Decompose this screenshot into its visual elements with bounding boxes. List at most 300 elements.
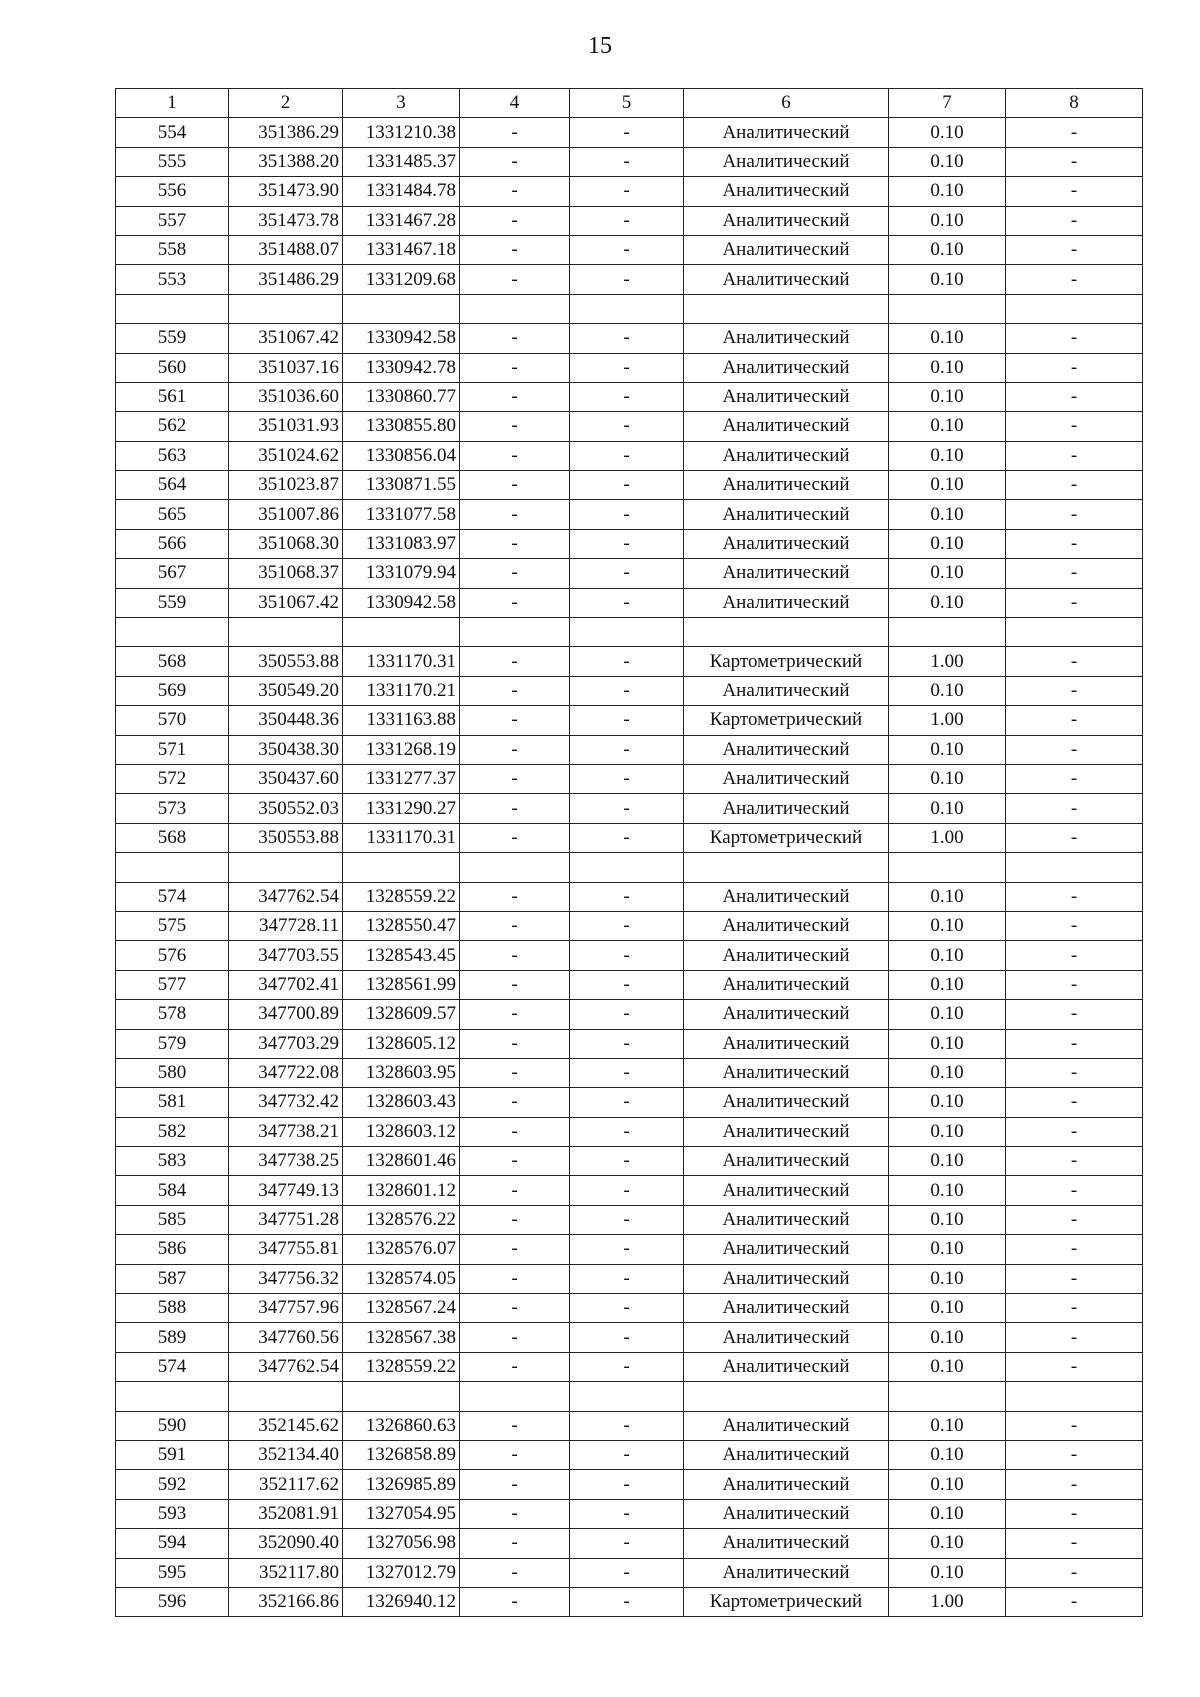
table-cell: 352145.62 (229, 1411, 343, 1440)
table-body (116, 118, 1143, 1617)
table-cell: 0.10 (889, 1117, 1006, 1146)
table-cell: 0.10 (889, 1470, 1006, 1499)
table-row (116, 1470, 1143, 1499)
coordinates-table (115, 88, 1143, 1617)
table-cell: 586 (116, 1235, 229, 1264)
table-cell: 1328550.47 (343, 911, 460, 940)
table-cell: - (460, 823, 570, 852)
table-cell: - (1006, 1440, 1143, 1469)
table-cell: 559 (116, 324, 229, 353)
table-cell: - (460, 118, 570, 147)
table-cell: 0.10 (889, 735, 1006, 764)
table-cell: - (1006, 177, 1143, 206)
table-cell: - (460, 647, 570, 676)
table-cell: 587 (116, 1264, 229, 1293)
table-cell: 1328609.57 (343, 1000, 460, 1029)
table-cell: 347751.28 (229, 1205, 343, 1234)
table-cell: - (460, 1294, 570, 1323)
table-cell: - (460, 794, 570, 823)
empty-cell (684, 618, 889, 647)
table-cell: - (1006, 911, 1143, 940)
table-cell: - (1006, 441, 1143, 470)
table-cell: 351473.90 (229, 177, 343, 206)
table-cell: - (570, 147, 684, 176)
table-row (116, 970, 1143, 999)
table-cell: 1331485.37 (343, 147, 460, 176)
table-cell: Аналитический (684, 1205, 889, 1234)
table-cell: 1331290.27 (343, 794, 460, 823)
table-cell: - (1006, 1058, 1143, 1087)
table-row (116, 1176, 1143, 1205)
table-cell: 1331170.31 (343, 647, 460, 676)
table-cell: 595 (116, 1558, 229, 1587)
table-cell: 0.10 (889, 147, 1006, 176)
table-cell: - (570, 1205, 684, 1234)
table-cell: 591 (116, 1440, 229, 1469)
header-cell: 1 (116, 89, 229, 118)
table-cell: 562 (116, 412, 229, 441)
table-cell: Аналитический (684, 1411, 889, 1440)
table-cell: - (460, 1440, 570, 1469)
table-header-row (116, 89, 1143, 118)
table-cell: - (1006, 1147, 1143, 1176)
empty-cell (570, 294, 684, 323)
table-cell: 1328561.99 (343, 970, 460, 999)
table-cell: 351037.16 (229, 353, 343, 382)
header-cell: 8 (1006, 89, 1143, 118)
empty-cell (570, 1382, 684, 1411)
table-cell: 350552.03 (229, 794, 343, 823)
table-row (116, 206, 1143, 235)
table-cell: - (460, 147, 570, 176)
table-cell: 351388.20 (229, 147, 343, 176)
table-row (116, 647, 1143, 676)
table-cell: 351068.30 (229, 529, 343, 558)
table-cell: - (570, 1264, 684, 1293)
table-cell: Аналитический (684, 265, 889, 294)
table-cell: 0.10 (889, 206, 1006, 235)
table-cell: 1328576.07 (343, 1235, 460, 1264)
table-cell: - (570, 588, 684, 617)
empty-cell (343, 1382, 460, 1411)
table-cell: - (1006, 500, 1143, 529)
table-cell: - (570, 1088, 684, 1117)
table-cell: 0.10 (889, 1176, 1006, 1205)
table-cell: 594 (116, 1529, 229, 1558)
table-cell: 572 (116, 764, 229, 793)
table-cell: - (460, 676, 570, 705)
table-cell: - (570, 265, 684, 294)
table-cell: 351473.78 (229, 206, 343, 235)
table-cell: 0.10 (889, 1323, 1006, 1352)
table-cell: Картометрический (684, 647, 889, 676)
table-cell: 574 (116, 1352, 229, 1381)
table-cell: 1331268.19 (343, 735, 460, 764)
table-cell: Аналитический (684, 1058, 889, 1087)
page-number: 15 (588, 33, 612, 59)
table-cell: - (460, 764, 570, 793)
table-row (116, 559, 1143, 588)
table-cell: 0.10 (889, 588, 1006, 617)
table-cell: - (570, 647, 684, 676)
table-cell: - (570, 1117, 684, 1146)
table-cell: - (570, 206, 684, 235)
table-row (116, 147, 1143, 176)
table-cell: 583 (116, 1147, 229, 1176)
table-cell: - (570, 235, 684, 264)
table-cell: Аналитический (684, 441, 889, 470)
table-cell: 347738.25 (229, 1147, 343, 1176)
table-cell: 347732.42 (229, 1088, 343, 1117)
table-cell: 0.10 (889, 1058, 1006, 1087)
table-cell: - (460, 177, 570, 206)
empty-cell (116, 618, 229, 647)
empty-cell (889, 1382, 1006, 1411)
table-row (116, 588, 1143, 617)
table-row (116, 1323, 1143, 1352)
table-cell: 1328574.05 (343, 1264, 460, 1293)
empty-cell (229, 853, 343, 882)
table-cell: - (460, 382, 570, 411)
table-cell: Аналитический (684, 1529, 889, 1558)
table-cell: 350437.60 (229, 764, 343, 793)
table-cell: 0.10 (889, 1000, 1006, 1029)
empty-cell (889, 294, 1006, 323)
empty-cell (229, 1382, 343, 1411)
table-cell: Аналитический (684, 1440, 889, 1469)
table-cell: 1330855.80 (343, 412, 460, 441)
table-row (116, 706, 1143, 735)
table-cell: - (460, 1411, 570, 1440)
table-cell: - (1006, 265, 1143, 294)
table-cell: 1328567.38 (343, 1323, 460, 1352)
empty-cell (460, 1382, 570, 1411)
table-cell: - (570, 1352, 684, 1381)
table-cell: 577 (116, 970, 229, 999)
table-cell: 347762.54 (229, 1352, 343, 1381)
table-cell: 0.10 (889, 970, 1006, 999)
table-cell: 0.10 (889, 265, 1006, 294)
separator-row (116, 853, 1143, 882)
empty-cell (1006, 294, 1143, 323)
table-cell: 351023.87 (229, 471, 343, 500)
empty-cell (460, 294, 570, 323)
separator-row (116, 294, 1143, 323)
table-cell: 351067.42 (229, 588, 343, 617)
table-cell: 579 (116, 1029, 229, 1058)
table-cell: - (1006, 882, 1143, 911)
table-cell: - (460, 1176, 570, 1205)
table-cell: Аналитический (684, 676, 889, 705)
table-cell: Аналитический (684, 1294, 889, 1323)
table-cell: 347703.55 (229, 941, 343, 970)
table-cell: Аналитический (684, 147, 889, 176)
table-cell: 0.10 (889, 1205, 1006, 1234)
table-row (116, 1294, 1143, 1323)
table-cell: - (1006, 1411, 1143, 1440)
table-cell: - (1006, 794, 1143, 823)
table-cell: Аналитический (684, 735, 889, 764)
table-row (116, 1000, 1143, 1029)
table-cell: 578 (116, 1000, 229, 1029)
table-cell: - (460, 1352, 570, 1381)
table-cell: 556 (116, 177, 229, 206)
table-row (116, 1529, 1143, 1558)
table-cell: 582 (116, 1117, 229, 1146)
separator-row (116, 1382, 1143, 1411)
table-cell: 352117.80 (229, 1558, 343, 1587)
table-row (116, 1029, 1143, 1058)
empty-cell (889, 853, 1006, 882)
table-cell: Картометрический (684, 706, 889, 735)
table-cell: Картометрический (684, 1587, 889, 1616)
table-cell: 1326985.89 (343, 1470, 460, 1499)
table-row (116, 500, 1143, 529)
table-cell: 1328601.46 (343, 1147, 460, 1176)
empty-cell (684, 294, 889, 323)
table-cell: - (1006, 1323, 1143, 1352)
table-cell: - (570, 823, 684, 852)
table-cell: 1331077.58 (343, 500, 460, 529)
table-cell: Аналитический (684, 1176, 889, 1205)
table-cell: - (570, 911, 684, 940)
table-cell: - (460, 1235, 570, 1264)
table-cell: - (570, 794, 684, 823)
table-cell: - (1006, 676, 1143, 705)
table-row (116, 529, 1143, 558)
table-cell: Аналитический (684, 529, 889, 558)
table-row (116, 1058, 1143, 1087)
table-cell: - (1006, 382, 1143, 411)
table-cell: - (570, 500, 684, 529)
table-cell: - (1006, 1352, 1143, 1381)
table-cell: 564 (116, 471, 229, 500)
table-cell: 0.10 (889, 382, 1006, 411)
table-cell: - (1006, 235, 1143, 264)
table-cell: 0.10 (889, 911, 1006, 940)
table-cell: 558 (116, 235, 229, 264)
table-cell: - (460, 588, 570, 617)
table-cell: - (570, 941, 684, 970)
table-cell: 0.10 (889, 1147, 1006, 1176)
table-cell: 1.00 (889, 1587, 1006, 1616)
empty-cell (343, 853, 460, 882)
table-cell: 350553.88 (229, 823, 343, 852)
table-cell: - (460, 1088, 570, 1117)
empty-cell (343, 294, 460, 323)
table-row (116, 823, 1143, 852)
table-cell: 1327054.95 (343, 1499, 460, 1528)
table-cell: 351068.37 (229, 559, 343, 588)
table-row (116, 1352, 1143, 1381)
table-row (116, 353, 1143, 382)
table-cell: - (1006, 823, 1143, 852)
table-cell: Аналитический (684, 911, 889, 940)
table-cell: - (460, 1499, 570, 1528)
empty-cell (460, 853, 570, 882)
table-cell: 553 (116, 265, 229, 294)
table-row (116, 911, 1143, 940)
table-cell: - (1006, 1264, 1143, 1293)
table-cell: 1331079.94 (343, 559, 460, 588)
table-cell: Аналитический (684, 1264, 889, 1293)
table-cell: 1328605.12 (343, 1029, 460, 1058)
table-cell: - (460, 1147, 570, 1176)
table-cell: 1331209.68 (343, 265, 460, 294)
header-cell: 7 (889, 89, 1006, 118)
table-row (116, 735, 1143, 764)
table-cell: - (460, 412, 570, 441)
table-cell: 1328559.22 (343, 882, 460, 911)
table-cell: Аналитический (684, 1558, 889, 1587)
table-cell: - (460, 1000, 570, 1029)
table-cell: 584 (116, 1176, 229, 1205)
table-cell: Аналитический (684, 1000, 889, 1029)
table-cell: - (570, 676, 684, 705)
table-cell: 1330942.58 (343, 588, 460, 617)
table-row (116, 1411, 1143, 1440)
table-cell: 352117.62 (229, 1470, 343, 1499)
table-cell: 351386.29 (229, 118, 343, 147)
table-cell: 347749.13 (229, 1176, 343, 1205)
empty-cell (229, 618, 343, 647)
table-cell: 0.10 (889, 1440, 1006, 1469)
table-cell: Аналитический (684, 1117, 889, 1146)
table-row (116, 382, 1143, 411)
table-cell: - (570, 1440, 684, 1469)
table-cell: 559 (116, 588, 229, 617)
table-cell: 351067.42 (229, 324, 343, 353)
table-cell: - (460, 1323, 570, 1352)
table-cell: 590 (116, 1411, 229, 1440)
table-cell: 1.00 (889, 823, 1006, 852)
table-cell: 574 (116, 882, 229, 911)
table-cell: - (460, 1587, 570, 1616)
table-cell: 0.10 (889, 941, 1006, 970)
table-cell: Аналитический (684, 177, 889, 206)
table-cell: 0.10 (889, 1088, 1006, 1117)
table-cell: 0.10 (889, 1294, 1006, 1323)
table-cell: 563 (116, 441, 229, 470)
table-cell: - (460, 882, 570, 911)
empty-cell (684, 1382, 889, 1411)
header-cell: 3 (343, 89, 460, 118)
table-cell: Аналитический (684, 764, 889, 793)
table-cell: - (570, 559, 684, 588)
table-cell: - (1006, 206, 1143, 235)
table-cell: Аналитический (684, 588, 889, 617)
table-cell: 347700.89 (229, 1000, 343, 1029)
table-row (116, 235, 1143, 264)
table-cell: - (570, 882, 684, 911)
table-cell: 350438.30 (229, 735, 343, 764)
table-row (116, 1264, 1143, 1293)
table-cell: - (1006, 118, 1143, 147)
table-cell: 350549.20 (229, 676, 343, 705)
table-cell: Картометрический (684, 823, 889, 852)
table-cell: - (1006, 588, 1143, 617)
table-cell: 0.10 (889, 794, 1006, 823)
table-cell: - (570, 412, 684, 441)
table-cell: - (460, 235, 570, 264)
table-cell: - (570, 324, 684, 353)
table-cell: 0.10 (889, 1529, 1006, 1558)
table-cell: - (1006, 471, 1143, 500)
table-cell: - (460, 1470, 570, 1499)
table-cell: 347728.11 (229, 911, 343, 940)
table-cell: - (570, 1294, 684, 1323)
table-cell: 1330942.78 (343, 353, 460, 382)
table-cell: 0.10 (889, 441, 1006, 470)
table-cell: 0.10 (889, 1352, 1006, 1381)
table-cell: 347757.96 (229, 1294, 343, 1323)
table-cell: 351007.86 (229, 500, 343, 529)
table-cell: 347703.29 (229, 1029, 343, 1058)
table-cell: - (460, 1205, 570, 1234)
table-cell: 0.10 (889, 1558, 1006, 1587)
table-cell: 1.00 (889, 706, 1006, 735)
table-cell: - (570, 1176, 684, 1205)
table-cell: 575 (116, 911, 229, 940)
table-cell: - (460, 1058, 570, 1087)
empty-cell (116, 853, 229, 882)
table-cell: - (1006, 147, 1143, 176)
table-cell: 1328601.12 (343, 1176, 460, 1205)
table-cell: 1328603.95 (343, 1058, 460, 1087)
table-cell: 1331170.31 (343, 823, 460, 852)
table-cell: 557 (116, 206, 229, 235)
table-cell: 0.10 (889, 764, 1006, 793)
table-cell: 1330860.77 (343, 382, 460, 411)
table-row (116, 412, 1143, 441)
header-cell: 6 (684, 89, 889, 118)
table-cell: - (570, 1323, 684, 1352)
table-cell: 589 (116, 1323, 229, 1352)
table-row (116, 1088, 1143, 1117)
table-cell: 352134.40 (229, 1440, 343, 1469)
table-cell: - (1006, 353, 1143, 382)
table-cell: 347760.56 (229, 1323, 343, 1352)
table-cell: - (570, 529, 684, 558)
table-row (116, 676, 1143, 705)
table-cell: 1326860.63 (343, 1411, 460, 1440)
table-cell: 1328567.24 (343, 1294, 460, 1323)
table-cell: - (570, 970, 684, 999)
table-cell: 347756.32 (229, 1264, 343, 1293)
table-cell: 560 (116, 353, 229, 382)
table-cell: 1328543.45 (343, 941, 460, 970)
table-cell: - (460, 1117, 570, 1146)
table-cell: 593 (116, 1499, 229, 1528)
empty-cell (460, 618, 570, 647)
table-row (116, 1117, 1143, 1146)
table-cell: 588 (116, 1294, 229, 1323)
table-cell: 1331277.37 (343, 764, 460, 793)
table-cell: - (570, 1058, 684, 1087)
table-row (116, 1499, 1143, 1528)
table-cell: 1330871.55 (343, 471, 460, 500)
table-cell: 0.10 (889, 882, 1006, 911)
table-cell: Аналитический (684, 794, 889, 823)
table-cell: - (570, 118, 684, 147)
table-cell: 351486.29 (229, 265, 343, 294)
table-cell: - (460, 500, 570, 529)
table-cell: 0.10 (889, 1499, 1006, 1528)
table-cell: 0.10 (889, 676, 1006, 705)
table-cell: - (570, 764, 684, 793)
table-cell: - (460, 735, 570, 764)
table-cell: - (460, 324, 570, 353)
